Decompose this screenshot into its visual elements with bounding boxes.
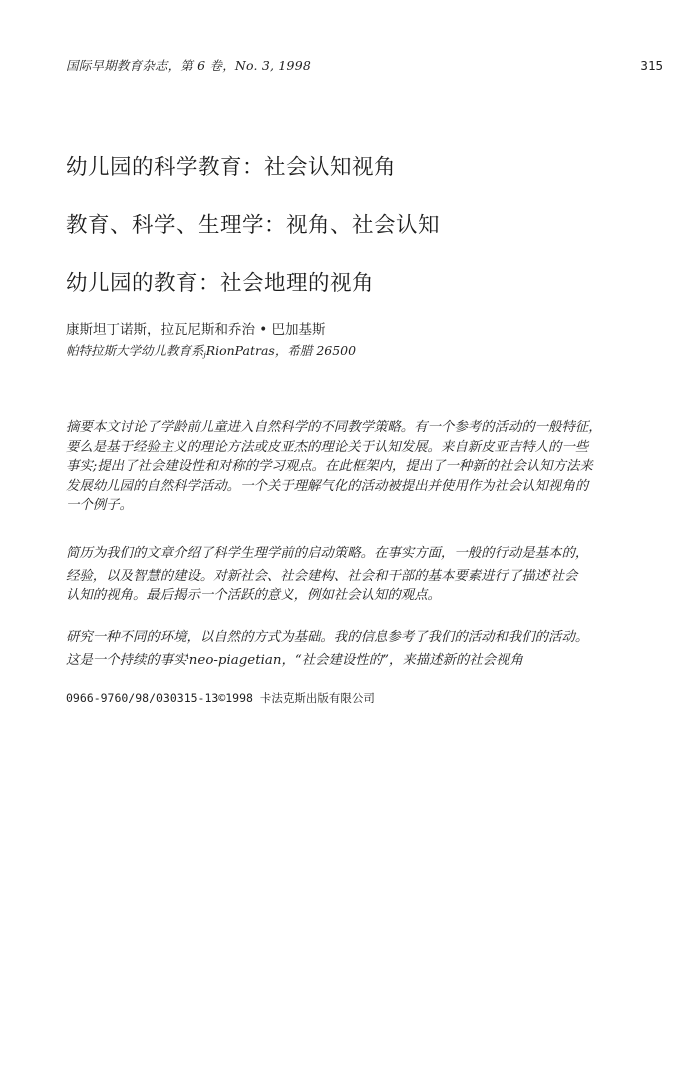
abstract-line: 发展幼儿园的自然科学活动。一个关于理解气化的活动被提出并使用作为社会认知视角的 [66, 478, 589, 494]
page-number: 315 [640, 58, 663, 73]
abstract-line: 要么是基于经验主义的理论方法或皮亚杰的理论关于认知发展。来自新皮亚吉特人的一些 [66, 439, 589, 455]
running-head: 国际早期教育杂志，第 6 卷，No. 3, 1998 [66, 58, 312, 73]
abstract-line: 研究一种不同的环境，以自然的方式为基础。我的信息参考了我们的活动和我们的活动。 [66, 630, 589, 645]
footnote-mark: f [548, 568, 551, 577]
abstract-text: neo-piagetian，“社会建设性的”，来描述新的社会视角 [188, 652, 523, 668]
abstract-line: 事实;提出了社会建设性和对称的学习观点。在此框架内，提出了一种新的社会认知方法来 [66, 459, 593, 474]
abstract-line [66, 648, 678, 671]
affiliation-location: RionPatras，希腊 26500 [205, 343, 357, 358]
affiliation-mark: j [203, 351, 206, 359]
abstract-line: 认知的视角。最后揭示一个活跃的意义，例如社会认知的观点。 [66, 588, 441, 603]
abstract-line: 摘要本文讨论了学龄前儿童进入自然科学的不同教学策略。有一个参考的活动的一般特征， [66, 420, 602, 435]
abstract-paragraph-3 [66, 628, 678, 670]
affiliation-department: 帕特拉斯大学幼儿教育系 [66, 343, 204, 358]
abstract-line [66, 564, 678, 587]
copyright-notice: 0966-9760/98/030315-13©1998 卡法克斯出版有限公司 [66, 691, 375, 705]
abstract-line: 一个例子。 [66, 498, 133, 513]
abstract-text: 经验，以及智慧的建设。对新社会、社会建构、社会和干部的基本要素进行了描述 [66, 568, 549, 584]
author-list: 康斯坦丁诺斯，拉瓦尼斯和乔治 • 巴加基斯 [66, 322, 326, 338]
author-affiliation [66, 341, 356, 359]
abstract-text: 这是一个持续的事实 [66, 652, 187, 668]
article-title: 幼儿园的科学教育：社会认知视角 [66, 155, 397, 180]
abstract-paragraph-2 [66, 544, 678, 606]
article-title-translation-2: 幼儿园的教育：社会地理的视角 [66, 271, 375, 296]
article-title-translation-1: 教育、科学、生理学：视角、社会认知 [66, 213, 441, 238]
abstract-paragraph-1 [66, 418, 678, 516]
abstract-text: 社会 [550, 568, 578, 584]
abstract-line: 简历为我们的文章介绍了科学生理学前的启动策略。在事实方面，一般的行动是基本的， [66, 546, 589, 561]
footnote-mark: i [186, 652, 189, 661]
